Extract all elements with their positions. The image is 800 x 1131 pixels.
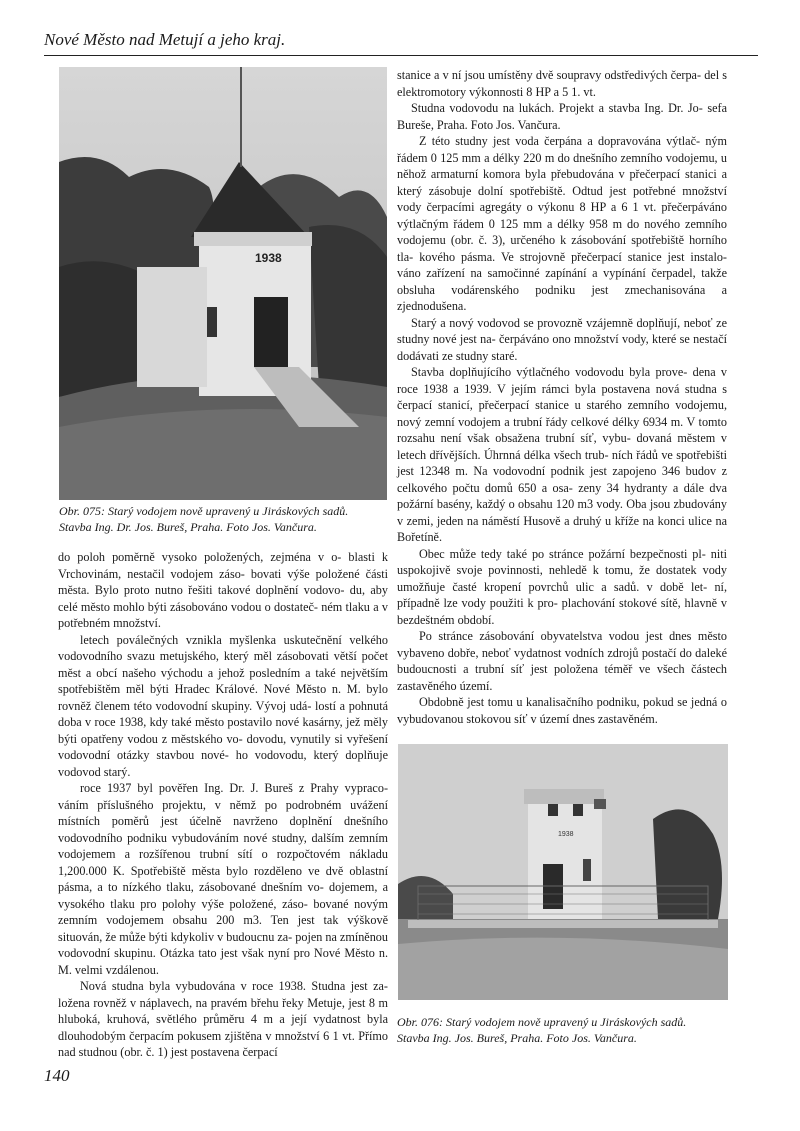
header-rule <box>44 55 758 56</box>
paragraph: Starý a nový vodovod se provozně vzájemně doplňují, neboť ze studny nové jest na- čerpáváno ono množství vody, které se nestačí dodávati ze studny staré. <box>397 315 727 363</box>
caption-line: Obr. 075: Starý vodojem nově upravený u Jiráskových sadů. <box>59 504 349 518</box>
building-year-1: 1938 <box>255 251 282 265</box>
caption-line: Stavba Ing. Jos. Bureš, Praha. Foto Jos. Vančura. <box>397 1031 637 1045</box>
photo-old-waterworks-1 <box>59 67 387 500</box>
paragraph: Obdobně jest tomu u kanalisačního podniku, pokud se jedná o vybudovanou stokovou síť v území dnes zastavěném. <box>397 695 727 726</box>
paragraph: stanice a v ní jsou umístěny dvě soupravy odstředivých čerpa- del s elektromotory výkonnosti 8 HP a 5 1. vt. <box>397 68 727 99</box>
paragraph: Z této studny jest voda čerpána a dopravována výtlač- ným řádem 0 125 mm a délky 220 m do dnešního zemního vodojemu, u něhož armaturní komora byla přebudována v přečerpací stanici a který zásobuje dolní spotřebiště. Odtud jest potřebné množství vody čerpacími agregáty o výkonu 8 HP a 6 1 vt. přečerpáváno výtlačným řádem 0 125 mm a délky 958 m do nového zemního vodojemu (obr. č. 3), určeného k zásobování spotřebiště horního tla- kového pásma. Ve strojovně přečerpací stanice jest instalo- váno zařízení na samočinné zapínání a vypínání čerpadel, takže obsluha vodárenského podniku jest zmechanisována a zjednodušena. <box>397 134 727 313</box>
paragraph: Nová studna byla vybudována v roce 1938. Studna jest za- ložena rovněž v náplavech, na pravém břehu řeky Metuje, jest 8 m hluboká, kruhová, světlého průměru 4 m a její vydatnost byla dlouhodobým čerpacím pokusem zjištěna v množství 6 1 vt. Přímo nad studnou (obr. č. 1) jest postavena čerpací <box>58 979 388 1059</box>
paragraph: roce 1937 byl pověřen Ing. Dr. J. Bureš z Prahy vypraco- váním příslušného projektu, v němž po podrobném uvážení místních poměrů jest účelně navrženo doplnění dnešního vodovodního podniku vybudováním nové studny, dalším zemním vodojemem a rozšířenou trubní sítí o rozpočtovém nákladu 1,200.000 K. Spotřebiště města bylo rozděleno ve dvě oblastní pásma, a to nízkého tlaku, zásobované dnešním vo- dojemem, a vysokého tlaku pro polohy výše položené, záso- bované novým zemním vodojemem obsahu 200 m3. Ten jest tak výškově situován, že může býti kdykoliv v budoucnu za- pojen na zmíněnou vodovodní skupinu. Otázka tato jest však nyní pro Nové Město n. M. velmi vzdálenou. <box>58 781 388 977</box>
paragraph: Obec může tedy také po stránce požární bezpečnosti pl- niti uspokojivě svoje povinnosti, nehledě k tomu, že dostatek vody umožňuje časté kropení povrchů ulic a sadů. v době let- ní, případně lze vody použiti k pro- plachování stokové sítě, hlavně v bezdeštném období. <box>397 546 727 627</box>
figure-caption-1 <box>59 503 389 535</box>
paragraph: do poloh poměrně vysoko položených, zejména v o- blasti k Vrchovinám, nestačil vodojem záso- bovati výše položené části města. Bylo proto nutno řešiti takové doplnění vodovo- du, aby celé město mohlo býti zásobováno vodou o dostateč- ném tlaku a v potřebném množství. <box>58 550 388 630</box>
page-number: 140 <box>44 1066 70 1085</box>
caption-line: Obr. 076: Starý vodojem nově upravený u Jiráskových sadů. <box>397 1015 687 1029</box>
paragraph: letech poválečných vznikla myšlenka uskutečnění velkého vodovodního svazu metujského, který měl zásobovati větší počet měst a obcí našeho východu a jehož posledním a také největším spotřebištěm měl býti Hradec Králové. Nové Město n. M. bylo rovněž členem této vodovodní skupiny. Vývoj udá- lostí a pohnutá doba v roce 1938, kdy také město postavilo nové kasárny, jež měly býti opatřeny vodou z městského vo- dovodu, vynutily si vyřešení vodovodní otázky stavbou nové- ho vodovodu, který doplňuje vodovod starý. <box>58 632 388 779</box>
text-column-left <box>58 549 388 1061</box>
caption-line: Stavba Ing. Dr. Jos. Bureš, Praha. Foto Jos. Vančura. <box>59 520 317 534</box>
paragraph: Stavba doplňujícího výtlačného vodovodu byla prove- dena v roce 1938 a 1939. V jejím rámci byla postavena nová studna s čerpací stanicí, přečerpací stanice u starého zemního vodojemu, nový zemní vodojem a trubní řády celkové délky 6934 m. V tomto rozsahu není však obsažena trubní síť, vybu- dovaná městem v letech dřívějších. Úhrnná délka všech trub- ních řádů ve spotřebišti jest 12348 m. Na vodovodní podnik jest zapojeno 346 budov z celkového počtu domů 650 a osa- zeny 34 hydranty a dále dva požární basény, každý o obsahu 120 m3 vody. Oba jsou zbudovány v zemi, jeden na náměstí Husově a druhý u kříže na konci ulice na Bořetíně. <box>397 365 727 544</box>
text-column-right <box>397 67 727 727</box>
figure-caption-2 <box>397 1014 737 1046</box>
paragraph: Studna vodovodu na lukách. Projekt a stavba Ing. Dr. Jo- sefa Bureše, Praha. Foto Jos. Vančura. <box>397 101 727 132</box>
paragraph: Po stránce zásobování obyvatelstva vodou jest dnes město vybaveno dobře, neboť vydatnost vodních zdrojů postačí do daleké budoucnosti a trubní síť jest položena téměř ve všech částech zastavěného území. <box>397 629 727 693</box>
running-header: Nové Město nad Metují a jeho kraj. <box>44 30 286 49</box>
building-year-2: 1938 <box>558 831 574 838</box>
photo-old-waterworks-2 <box>398 744 728 1000</box>
